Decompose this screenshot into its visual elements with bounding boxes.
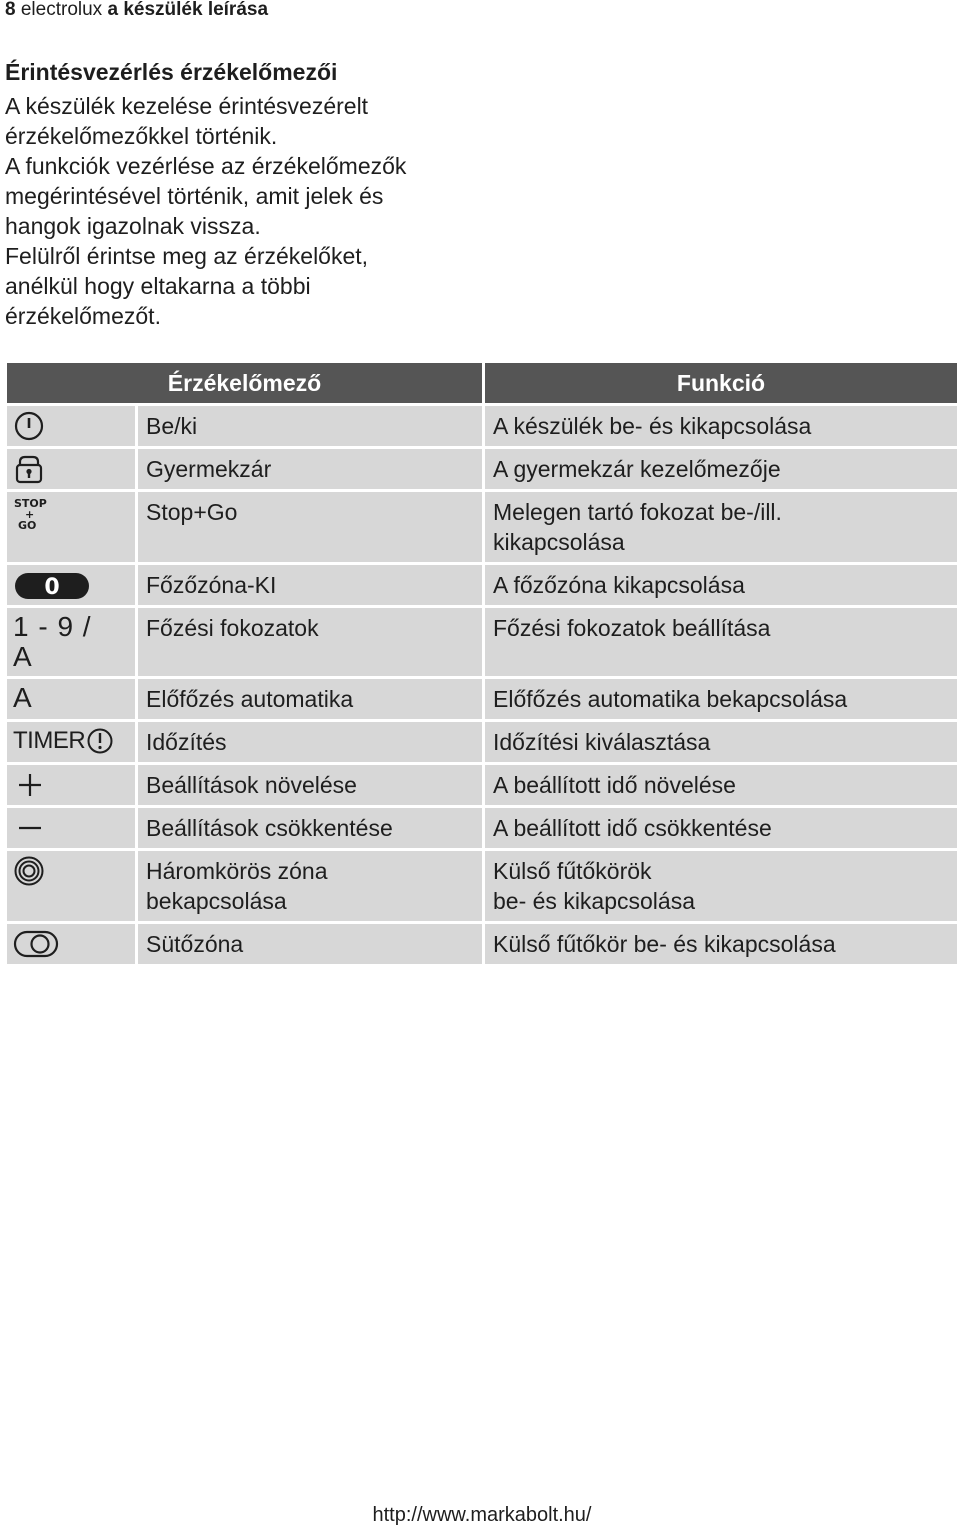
table-row (7, 808, 957, 848)
icon-cell (7, 722, 135, 762)
table-row (7, 679, 957, 719)
icon-cell (7, 565, 135, 605)
table-row (7, 406, 957, 446)
svg-text:STOP: STOP (14, 497, 47, 510)
sensor-name-cell (138, 808, 482, 848)
intro-line: érzékelőmezőt. (5, 303, 161, 329)
sensor-name: Gyermekzár (146, 456, 272, 482)
icon-cell (7, 808, 135, 848)
svg-text:+: + (25, 508, 35, 521)
sensor-name: Stop+Go (146, 499, 238, 525)
table-row (7, 851, 957, 921)
sensor-name-cell (138, 565, 482, 605)
sensor-name: Időzítés (146, 729, 227, 755)
intro-line: anélkül hogy eltakarna a többi (5, 273, 311, 299)
sensor-name: bekapcsolása (146, 888, 287, 914)
function-text: kikapcsolása (493, 529, 625, 555)
footer-url: http://www.markabolt.hu/ (372, 1504, 592, 1526)
function-cell (485, 608, 957, 676)
function-cell (485, 765, 957, 805)
zero-pill-icon (13, 569, 129, 601)
table-row (7, 765, 957, 805)
roasting-zone-icon (13, 928, 129, 960)
table-row (7, 565, 957, 605)
table-row (7, 449, 957, 489)
function-cell (485, 449, 957, 489)
sensor-name-cell (138, 608, 482, 676)
function-text: A készülék be- és kikapcsolása (493, 413, 812, 439)
sensor-name: Főzőzóna-KI (146, 572, 277, 598)
sensor-name: Háromkörös zóna (146, 858, 328, 884)
intro-line: Felülről érintse meg az érzékelőket, (5, 243, 369, 269)
function-cell (485, 851, 957, 921)
timer-icon (13, 726, 129, 756)
function-cell (485, 679, 957, 719)
sensor-name-cell (138, 449, 482, 489)
function-cell (485, 722, 957, 762)
sensor-name: Beállítások növelése (146, 772, 357, 798)
function-text: Időzítési kiválasztása (493, 729, 711, 755)
page-number: 8 (5, 0, 16, 20)
timer-label: TIMER (13, 727, 86, 754)
sensor-name-cell (138, 924, 482, 964)
intro-paragraph (5, 91, 475, 331)
auto-letter: A (13, 682, 33, 713)
icon-cell (7, 924, 135, 964)
table-header-row (7, 363, 957, 403)
sensor-name-cell (138, 722, 482, 762)
function-cell (485, 565, 957, 605)
table-row (7, 924, 957, 964)
icon-cell (7, 492, 135, 562)
table-row (7, 722, 957, 762)
function-text: A beállított idő növelése (493, 772, 736, 798)
sensor-name: Főzési fokozatok (146, 615, 319, 641)
icon-cell (7, 765, 135, 805)
function-text: A főzőzóna kikapcsolása (493, 572, 745, 598)
auto-heat-icon (13, 683, 129, 713)
function-cell (485, 924, 957, 964)
icon-cell (7, 851, 135, 921)
function-cell (485, 808, 957, 848)
page-header (5, 0, 268, 21)
icon-cell (7, 608, 135, 676)
sensor-name-cell (138, 765, 482, 805)
icon-cell (7, 679, 135, 719)
sensor-name: Sütőzóna (146, 931, 244, 957)
intro-line: A funkciók vezérlése az érzékelőmezők (5, 153, 407, 179)
intro-line: hangok igazolnak vissza. (5, 213, 261, 239)
function-text: Főzési fokozatok beállítása (493, 615, 771, 641)
icon-cell (7, 449, 135, 489)
power-icon (13, 410, 129, 442)
sensor-field-table (4, 360, 960, 967)
auto-letter: A (13, 641, 33, 672)
triple-zone-icon (13, 855, 129, 887)
table-row (7, 608, 957, 676)
icon-cell (7, 406, 135, 446)
function-text: Külső fűtőkör be- és kikapcsolása (493, 931, 836, 957)
intro-line: megérintésével történik, amit jelek és (5, 183, 384, 209)
function-text: be- és kikapcsolása (493, 888, 695, 914)
sensor-name: Előfőzés automatika (146, 686, 354, 712)
svg-text:GO: GO (18, 519, 37, 532)
function-cell (485, 492, 957, 562)
header-function: Funkció (485, 363, 957, 403)
power-levels-icon (13, 612, 129, 672)
svg-text:0: 0 (44, 575, 60, 600)
power-levels-range: 1 - 9 / (13, 611, 92, 642)
section-title: Érintésvezérlés érzékelőmezői (5, 59, 338, 85)
plus-icon (13, 769, 129, 801)
sensor-name-cell (138, 679, 482, 719)
header-sensor-field: Érzékelőmező (7, 363, 482, 403)
function-text: Előfőzés automatika bekapcsolása (493, 686, 848, 712)
table-row (7, 492, 957, 562)
intro-line: érzékelőmezőkkel történik. (5, 123, 278, 149)
function-cell (485, 406, 957, 446)
sensor-name: Beállítások csökkentése (146, 815, 393, 841)
sensor-name-cell (138, 492, 482, 562)
sensor-name-cell (138, 406, 482, 446)
lock-icon (13, 453, 129, 485)
intro-line: A készülék kezelése érintésvezérelt (5, 93, 369, 119)
function-text: A beállított idő csökkentése (493, 815, 772, 841)
brand-name: electrolux (20, 0, 103, 20)
function-text: A gyermekzár kezelőmezője (493, 456, 781, 482)
section-name: a készülék leírása (107, 0, 269, 20)
function-text: Melegen tartó fokozat be-/ill. (493, 499, 782, 525)
sensor-name-cell (138, 851, 482, 921)
sensor-name: Be/ki (146, 413, 198, 439)
function-text: Külső fűtőkörök (493, 858, 652, 884)
stop-go-icon (13, 496, 129, 536)
minus-icon (13, 812, 129, 844)
